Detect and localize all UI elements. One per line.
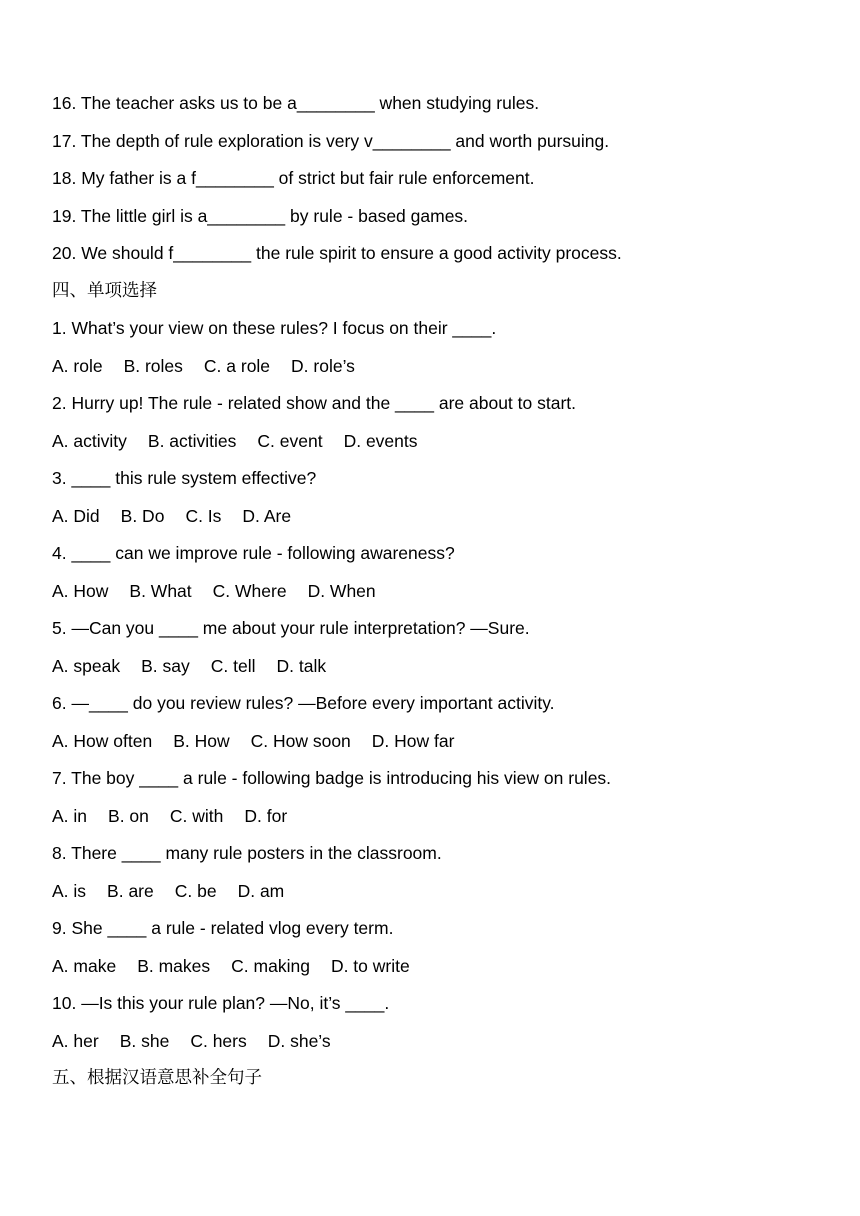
option-a: A. is [52,880,87,901]
fill-in-item-18: 18. My father is a f________ of strict but fair rule enforcement. [52,168,535,188]
option-c: C. tell [210,655,256,676]
option-b: B. makes [137,955,211,976]
option-a: A. make [52,955,117,976]
option-c: C. Where [212,580,287,601]
option-c: C. making [231,955,310,976]
option-d: D. talk [276,655,327,676]
option-d: D. Are [242,505,292,526]
option-c: C. event [257,430,323,451]
question-4-options [52,577,832,615]
option-d: D. for [244,805,288,826]
option-b: B. are [107,880,154,901]
option-b: B. on [108,805,149,826]
option-b: B. she [119,1030,170,1051]
option-b: B. roles [123,355,183,376]
option-c: C. Is [185,505,222,526]
option-d: D. she’s [267,1030,331,1051]
option-d: D. to write [330,955,410,976]
question-2-options [52,427,832,465]
question-7-options [52,802,832,840]
question-6-stem: 6. —____ do you review rules? —Before every important activity. [52,693,555,713]
option-d: D. events [343,430,418,451]
option-b: B. Do [120,505,165,526]
option-c: C. How soon [250,730,351,751]
option-d: D. am [237,880,285,901]
exercise-content [52,89,832,1102]
option-a: A. in [52,805,88,826]
fill-in-item-19: 19. The little girl is a________ by rule - based games. [52,205,469,226]
option-b: B. What [129,580,192,601]
question-4-stem: 4. ____ can we improve rule - following awareness? [52,543,455,563]
section-four-heading: 四、单项选择 [52,280,157,301]
question-1-options [52,352,832,390]
question-8-stem: 8. There ____ many rule posters in the classroom. [52,843,442,863]
option-d: D. role’s [291,355,355,376]
option-a: A. How [52,580,109,601]
option-b: B. activities [147,430,237,451]
question-3-options [52,502,832,540]
question-10-options [52,1027,832,1065]
question-10-stem: 10. —Is this your rule plan? —No, it’s ____. [52,993,390,1013]
question-9-stem: 9. She ____ a rule - related vlog every term. [52,918,394,938]
question-2-stem: 2. Hurry up! The rule - related show and the ____ are about to start. [52,393,577,413]
option-d: D. When [307,580,376,601]
fill-in-item-17: 17. The depth of rule exploration is very v________ and worth pursuing. [52,130,610,151]
question-1-stem: 1. What’s your view on these rules? I focus on their ____. [52,318,497,338]
question-5-stem: 5. —Can you ____ me about your rule interpretation? —Sure. [52,618,530,638]
option-c: C. with [169,805,224,826]
option-d: D. How far [371,730,455,751]
option-c: C. hers [190,1030,247,1051]
option-a: A. her [52,1030,99,1051]
option-a: A. Did [52,505,100,526]
section-five-heading: 五、根据汉语意思补全句子 [52,1068,262,1088]
question-5-options [52,652,832,690]
question-3-stem: 3. ____ this rule system effective? [52,468,317,488]
option-c: C. be [174,880,217,901]
question-6-options [52,727,832,765]
option-a: A. role [52,355,103,376]
option-b: B. How [173,730,230,751]
question-9-options [52,952,832,990]
fill-in-item-16: 16. The teacher asks us to be a________ when studying rules. [52,93,540,113]
fill-in-item-20: 20. We should f________ the rule spirit to ensure a good activity process. [52,243,622,263]
option-c: C. a role [203,355,271,376]
option-b: B. say [141,655,190,676]
option-a: A. activity [52,430,127,451]
option-a: A. How often [52,730,153,751]
option-a: A. speak [52,655,121,676]
question-7-stem: 7. The boy ____ a rule - following badge is introducing his view on rules. [52,768,612,788]
question-8-options [52,877,832,915]
